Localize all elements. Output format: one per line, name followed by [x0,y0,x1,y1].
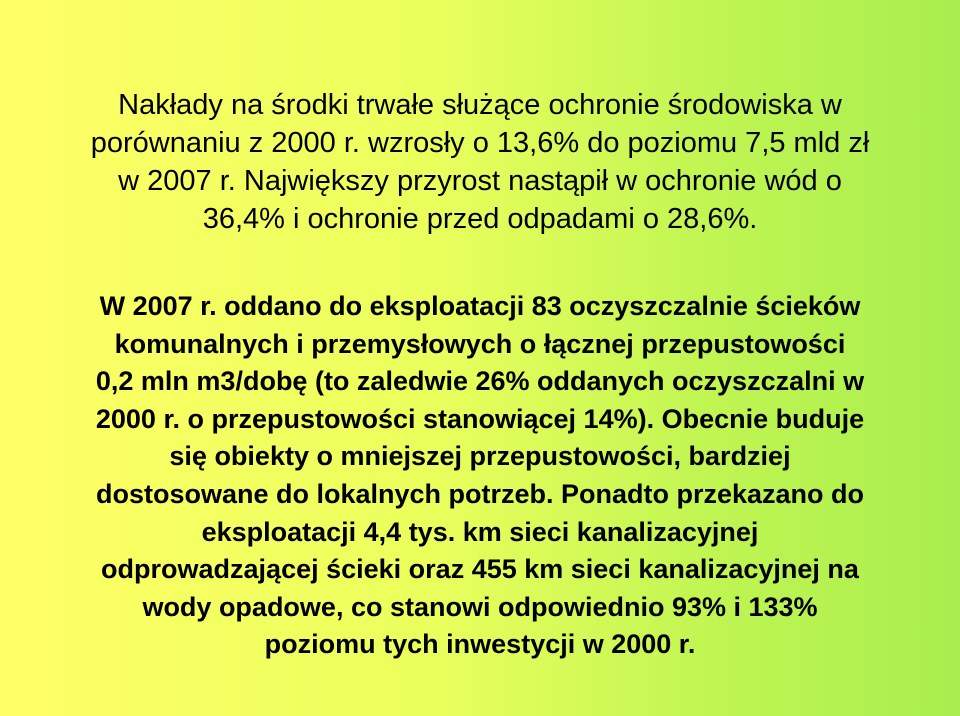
investment-paragraph [18,86,942,238]
text-line: w 2007 r. Największy przyrost nastąpił w ochronie wód o [118,165,842,197]
text-line: się obiekty o mniejszej przepustowości, bardziej [169,441,791,472]
text-line: odprowadzającej ścieki oraz 455 km sieci kanalizacyjnej na [101,554,859,585]
text-line: 36,4% i ochronie przed odpadami o 28,6%. [202,203,758,235]
text-line: wody opadowe, co stanowi odpowiednio 93% i 133% [142,591,818,622]
text-line: komunalnych i przemysłowych o łącznej przepustowości [114,328,846,359]
wastewater-paragraph [10,288,950,664]
text-line: porównaniu z 2000 r. wzrosły o 13,6% do poziomu 7,5 mld zł [90,127,870,159]
text-line: W 2007 r. oddano do eksploatacji 83 oczyszczalnie ścieków [99,291,861,321]
text-line: 2000 r. o przepustowości stanowiącej 14%). Obecnie buduje [95,403,865,434]
text-line: eksploatacji 4,4 tys. km sieci kanalizacyjnej [201,516,759,547]
text-line: Nakłady na środki trwałe służące ochronie środowiska w [118,89,842,121]
text-line: dostosowane do lokalnych potrzeb. Ponadto przekazano do [95,478,865,509]
text-line: 0,2 mln m3/dobę (to zaledwie 26% oddanych oczyszczalni w [95,366,865,397]
text-line: poziomu tych inwestycji w 2000 r. [264,629,696,660]
